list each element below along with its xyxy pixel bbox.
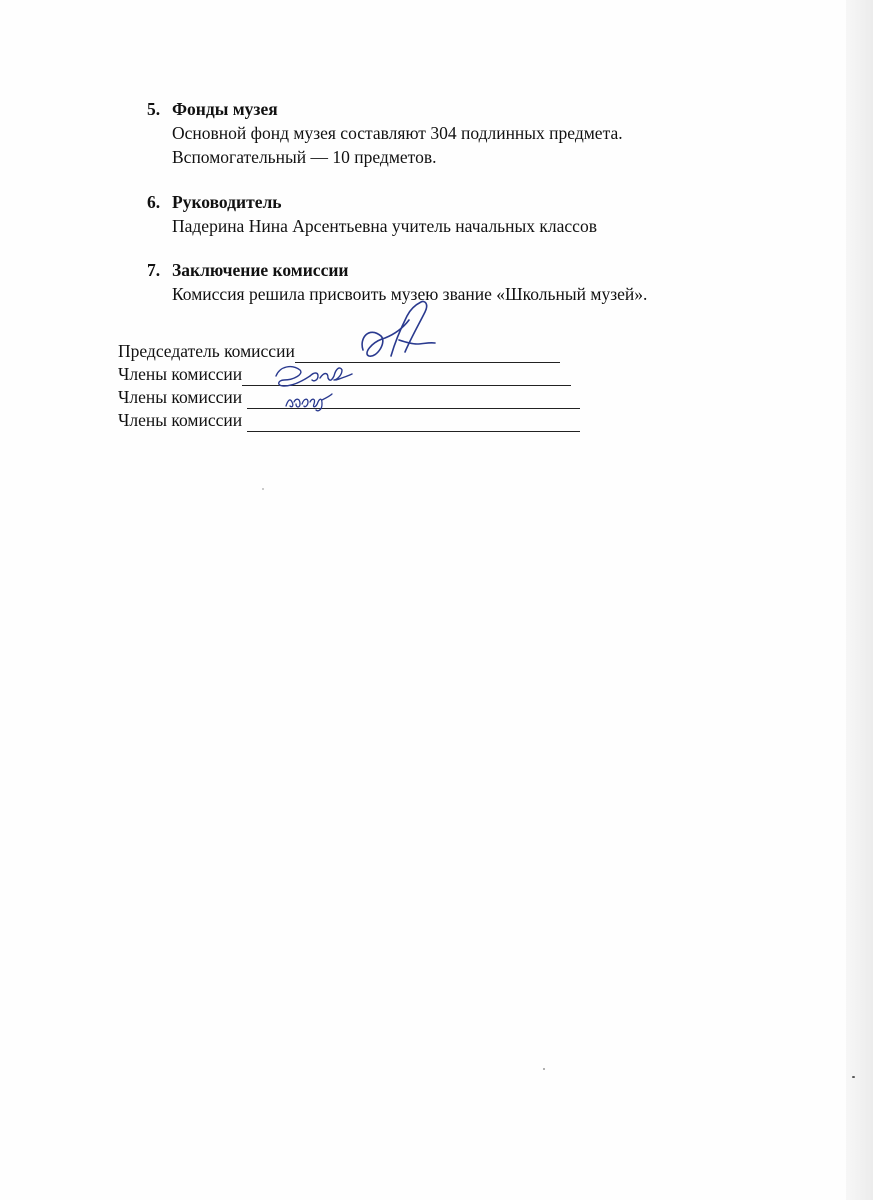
scan-edge-shadow [846,0,873,1200]
signature-line [247,414,580,432]
section-head [147,190,767,238]
section-text-line: Падерина Нина Арсентьевна учитель начальных классов [172,216,597,236]
section-funds [147,97,767,169]
signature-label: Члены комиссии [118,364,243,384]
section-number: 7. [147,260,161,280]
section-text-line: Основной фонд музея составляют 304 подлинных предмета. [172,123,623,143]
section-text-line: Вспомогательный — 10 предметов. [172,147,437,167]
signature-label: Члены комиссии [118,387,243,407]
section-title: Фонды музея [172,99,278,119]
signature-row-member [118,386,618,409]
signature-label: Члены комиссии [118,410,243,430]
scan-speck [543,1068,545,1070]
section-number: 6. [147,192,161,212]
section-heading [147,97,767,121]
section-text-line: Комиссия решила присвоить музею звание «Школьный музей». [172,284,648,304]
signature-row-chairman [118,340,618,363]
signature-line [295,345,560,363]
section-body [147,282,767,306]
signature-label: Председатель комиссии [118,341,295,361]
section-body [147,121,767,169]
signature-line [242,368,571,386]
section-number: 5. [147,99,161,119]
section-title: Руководитель [172,192,282,212]
signature-row-member [118,409,618,432]
scan-speck [262,488,264,490]
section-heading [147,190,767,214]
section-title: Заключение комиссии [172,260,349,280]
section-body [147,214,767,238]
signature-row-member [118,363,618,386]
signature-line [247,391,580,409]
section-conclusion [147,258,767,306]
signature-block [118,340,618,432]
scan-speck [852,1076,855,1078]
section-heading [147,258,767,282]
